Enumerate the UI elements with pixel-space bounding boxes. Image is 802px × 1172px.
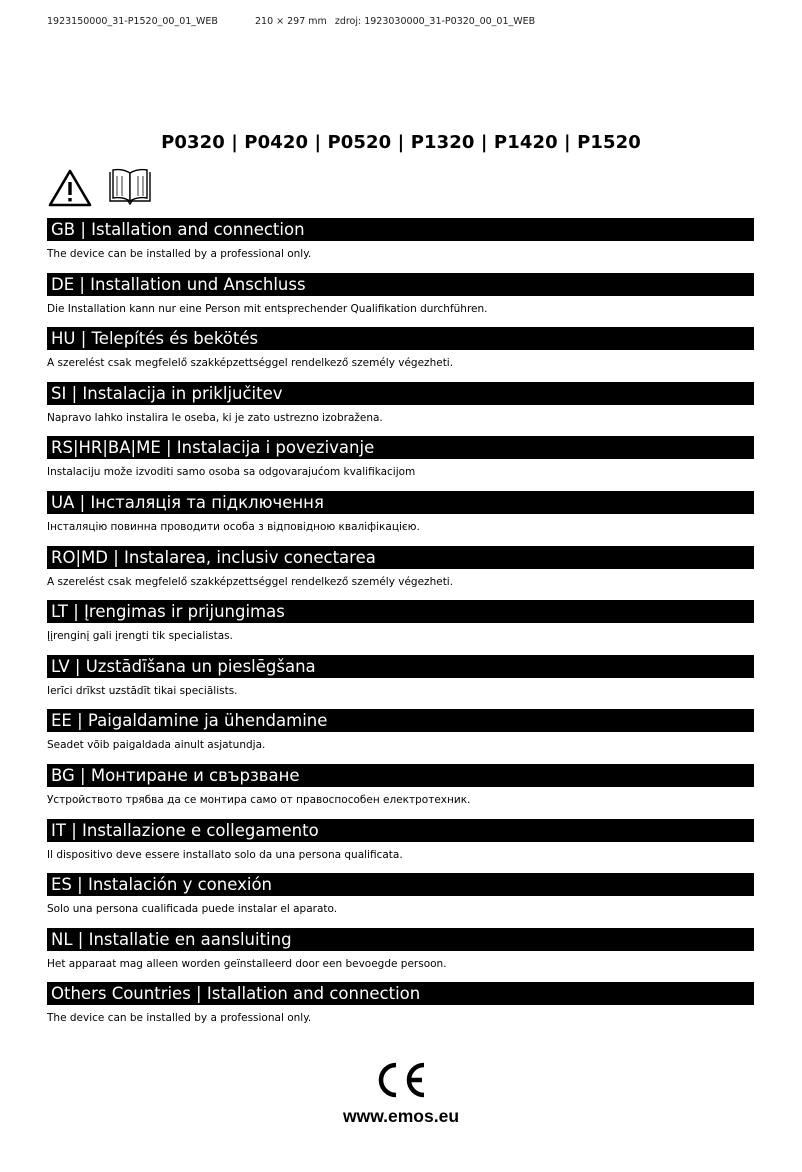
section-heading: EE | Paigaldamine ja ühendamine (47, 709, 754, 732)
section-text: Il dispositivo deve essere installato solo da una persona qualificata. (47, 848, 403, 861)
section-text: Ierīci drīkst uzstādīt tikai speciālists. (47, 684, 238, 697)
section-text: Instalaciju može izvoditi samo osoba sa odgovarajućom kvalifikacijom (47, 466, 416, 479)
section-bg (47, 764, 754, 819)
section-heading: IT | Installazione e collegamento (47, 819, 754, 842)
section-text: Het apparaat mag alleen worden geïnstalleerd door een bevoegde persoon. (47, 957, 447, 970)
section-text: Устройството трябва да се монтира само от правоспособен електротехник. (47, 793, 471, 806)
section-text: A szerelést csak megfelelő szakképzettséggel rendelkező személy végezheti. (47, 575, 454, 588)
section-text: The device can be installed by a professional only. (47, 1012, 312, 1025)
page-title: P0320 | P0420 | P0520 | P1320 | P1420 | P1520 (161, 132, 641, 153)
section-text: Die Installation kann nur eine Person mit entsprechender Qualifikation durchführen. (47, 302, 488, 315)
section-others (47, 982, 754, 1037)
section-heading: Others Countries | Istallation and connection (47, 982, 754, 1005)
section-heading: LT | Įrengimas ir prijungimas (47, 600, 754, 623)
section-ro-md (47, 546, 754, 601)
section-es (47, 873, 754, 928)
section-ee (47, 709, 754, 764)
section-heading: LV | Uzstādīšana un pieslēgšana (47, 655, 754, 678)
section-heading: HU | Telepítés és bekötés (47, 327, 754, 350)
section-heading: ES | Instalación y conexión (47, 873, 754, 896)
section-heading: GB | Istallation and connection (47, 218, 754, 241)
section-text: Napravo lahko instalira le oseba, ki je zato ustrezno izobražena. (47, 411, 383, 424)
section-text: Seadet võib paigaldada ainult asjatundja. (47, 739, 266, 752)
section-heading: DE | Installation und Anschluss (47, 273, 754, 296)
section-text: Solo una persona cualificada puede instalar el aparato. (47, 903, 338, 916)
section-nl (47, 928, 754, 983)
section-text: Інсталяцію повинна проводити особа з відповідною кваліфікацією. (47, 520, 420, 533)
website-link[interactable]: www.emos.eu (342, 1106, 460, 1126)
ce-mark (0, 1060, 802, 1104)
section-heading: NL | Installatie en aansluiting (47, 928, 754, 951)
section-text: Įįrenginį gali įrengti tik specialistas. (47, 630, 233, 643)
section-heading: RO|MD | Instalarea, inclusiv conectarea (47, 546, 754, 569)
document-size: 210 × 297 mm (255, 16, 327, 27)
section-it (47, 819, 754, 874)
document-header (47, 16, 535, 27)
section-lt (47, 600, 754, 655)
manual-book-icon (106, 168, 154, 208)
section-heading: UA | Інсталяція та підключення (47, 491, 754, 514)
section-si (47, 382, 754, 437)
section-gb (47, 218, 754, 273)
section-text: A szerelést csak megfelelő szakképzettséggel rendelkező személy végezheti. (47, 357, 454, 370)
section-hu (47, 327, 754, 382)
section-text: The device can be installed by a professional only. (47, 248, 312, 260)
ce-mark-icon (372, 1060, 430, 1100)
section-lv (47, 655, 754, 710)
document-source: zdroj: 1923030000_31-P0320_00_01_WEB (334, 16, 536, 27)
section-de (47, 273, 754, 328)
warning-icon (47, 168, 93, 208)
section-rs-hr-ba-me (47, 436, 754, 491)
section-ua (47, 491, 754, 546)
section-heading: RS|HR|BA|ME | Instalacija i povezivanje (47, 436, 754, 459)
language-sections (47, 218, 754, 1037)
section-heading: SI | Instalacija in priključitev (47, 382, 754, 405)
document-code: 1923150000_31-P1520_00_01_WEB (47, 16, 218, 27)
safety-icons (47, 168, 154, 208)
section-heading: BG | Монтиране и свързване (47, 764, 754, 787)
